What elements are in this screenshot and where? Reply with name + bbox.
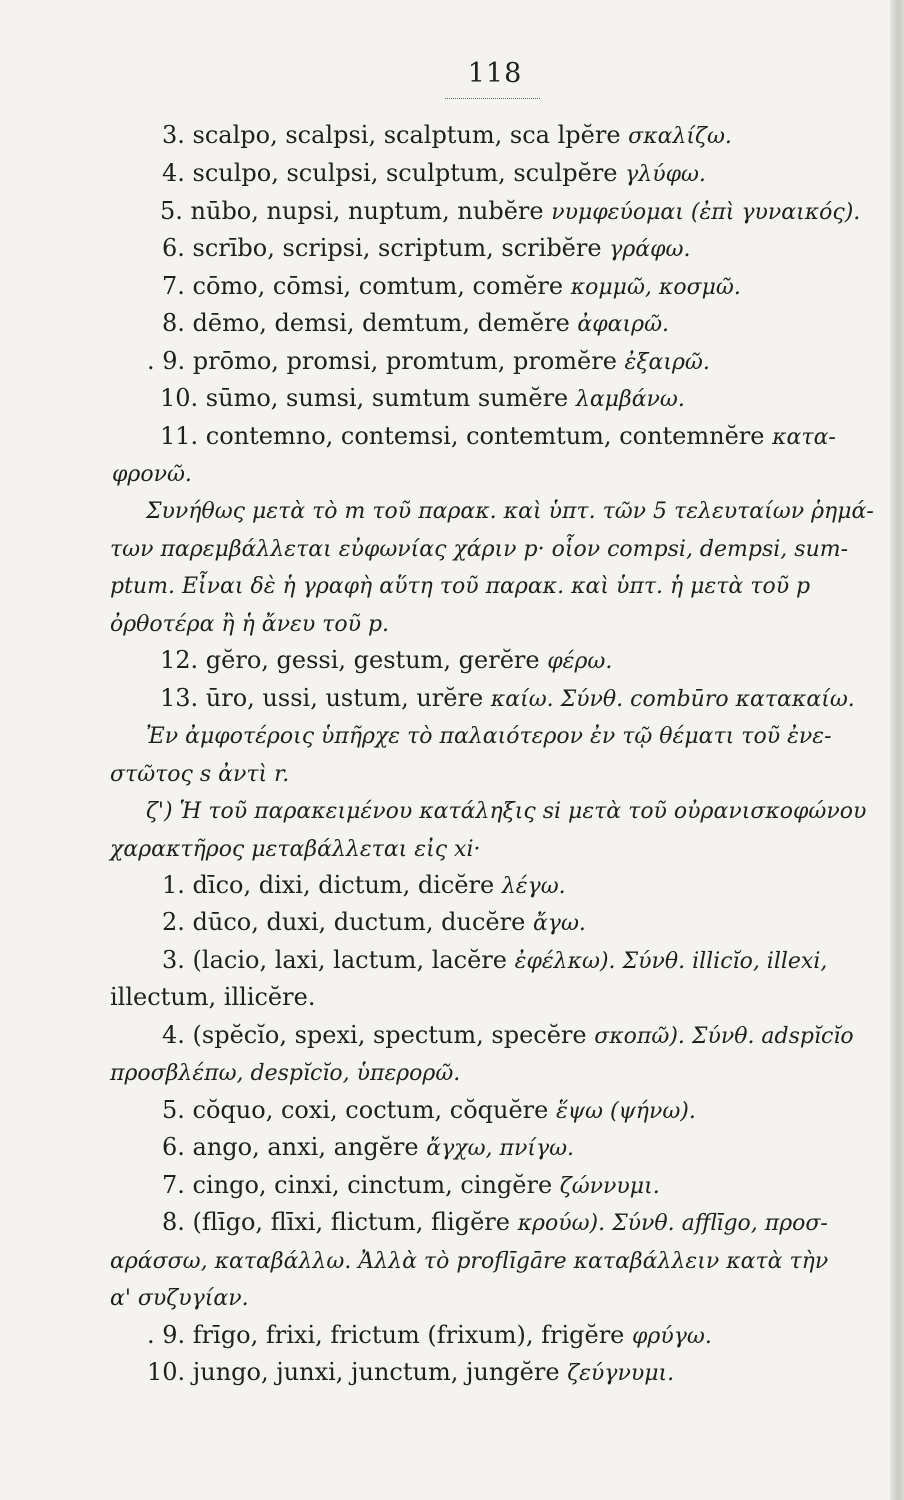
greek-text: ζ') Ἡ τοῦ παρακειμένου κατάληξις si μετὰ τοῦ οὐρανισκοφώνου (146, 799, 867, 824)
greek-text: φρύγω. (632, 1324, 712, 1349)
greek-text: ἄγω. (532, 911, 586, 936)
greek-text: κατα- (772, 425, 836, 450)
greek-text: γλύφω. (625, 162, 706, 187)
greek-text: ὀρθοτέρα ἢ ἡ ἄνευ τοῦ p. (110, 612, 390, 637)
greek-text: κομμῶ, κοσμῶ. (570, 275, 741, 300)
text-line (110, 533, 848, 565)
latin-text: 11. contemno, contemsi, contemtum, contemnĕre (160, 422, 773, 450)
latin-text: 7. cōmo, cōmsi, comtum, comĕre (162, 272, 571, 300)
text-line (162, 308, 669, 340)
greek-text: λαμβάνω. (575, 387, 685, 412)
text-line (147, 1357, 674, 1389)
latin-text: . 9. prōmo, promsi, promtum, promĕre (147, 347, 625, 375)
latin-text: 8. dēmo, demsi, demtum, demĕre (162, 309, 578, 337)
latin-text: 4. sculpo, sculpsi, sculptum, sculpĕre (162, 159, 626, 187)
latin-text: 4. (spĕcĭo, spexi, spectum, specĕre (162, 1021, 595, 1049)
greek-text: ἐξαιρῶ. (624, 350, 710, 375)
greek-text: ζώννυμι. (559, 1174, 660, 1199)
page-edge (890, 0, 904, 1500)
text-line (162, 158, 706, 190)
text-line (110, 833, 480, 865)
greek-text: χαρακτῆρος μεταβάλλεται εἰς xi· (110, 837, 481, 862)
text-line (110, 1245, 828, 1277)
text-line (162, 870, 566, 902)
text-line (162, 1132, 574, 1164)
text-line (146, 495, 874, 527)
text-line (160, 383, 685, 415)
greek-text: φέρω. (547, 649, 613, 674)
latin-text: 6. scrībo, scripsi, scriptum, scribĕre (162, 234, 610, 262)
latin-text: 1. dīco, dixi, dictum, dicĕre (162, 871, 502, 899)
latin-text: 6. ango, anxi, angĕre (162, 1133, 427, 1161)
greek-text: ptum. Εἶναι δὲ ἡ γραφὴ αὕτη τοῦ παρακ. καὶ ὑπτ. ἡ μετὰ τοῦ p (110, 574, 811, 599)
greek-text: φρονῶ. (112, 462, 192, 487)
latin-text: 7. cingo, cinxi, cinctum, cingĕre (162, 1171, 560, 1199)
greek-text: προσβλέπω, despĭcĭo, ὑπερορῶ. (110, 1061, 461, 1086)
greek-text: κρούω). Σύνθ. afflīgo, προσ- (517, 1211, 828, 1236)
latin-text: 5. nūbo, nupsi, nuptum, nubĕre (160, 197, 552, 225)
text-line (162, 233, 690, 265)
text-line (160, 645, 612, 677)
greek-text: αράσσω, καταβάλλω. Ἀλλὰ τὸ proflīgāre καταβάλλειν κατὰ τὴν (110, 1249, 829, 1274)
latin-text: illectum, illicĕre. (110, 983, 316, 1011)
text-line (160, 683, 855, 715)
latin-text: 8. (flīgo, flīxi, flictum, fligĕre (162, 1208, 518, 1236)
greek-text: νυμφεύομαι (ἐπὶ γυναικός). (551, 200, 861, 225)
latin-text: . 9. frīgo, frixi, frictum (frixum), frigĕre (147, 1321, 633, 1349)
text-line (112, 458, 192, 490)
latin-text: 10. jungo, junxi, junctum, jungĕre (147, 1358, 568, 1386)
greek-text: ἕψω (ψήνω). (555, 1099, 696, 1124)
greek-text: σκοπῶ). Σύνθ. adspĭcĭo (594, 1024, 854, 1049)
greek-text: Ἐν ἀμφοτέροις ὑπῆρχε τὸ παλαιότερον ἐν τῷ θέματι τοῦ ἐνε- (146, 724, 832, 749)
latin-text: 5. cŏquo, coxi, coctum, cŏquĕre (162, 1096, 556, 1124)
text-line (162, 907, 586, 939)
greek-text: ζεύγνυμι. (567, 1361, 675, 1386)
latin-text: 3. (lacio, laxi, lactum, lacĕre (162, 946, 515, 974)
text-line (146, 720, 832, 752)
page-number: 118 (467, 58, 523, 89)
greek-text: α' συζυγίαν. (110, 1286, 249, 1311)
greek-text: ἄγχω, πνίγω. (426, 1136, 575, 1161)
latin-text: 2. dūco, duxi, ductum, ducĕre (162, 908, 533, 936)
greek-text: γράφω. (609, 237, 691, 262)
greek-text: λέγω. (501, 874, 566, 899)
greek-text: ἀφαιρῶ. (577, 312, 670, 337)
text-line (162, 1170, 660, 1202)
text-line (162, 1207, 828, 1239)
page-number-rule (445, 98, 540, 99)
greek-text: καίω. Σύνθ. combūro κατακαίω. (490, 687, 855, 712)
latin-text: 10. sūmo, sumsi, sumtum sumĕre (160, 384, 576, 412)
text-line (160, 196, 860, 228)
text-line (110, 758, 289, 790)
text-line (162, 1020, 854, 1052)
text-line (110, 1282, 249, 1314)
text-line (110, 570, 810, 602)
greek-text: σκαλίζω. (628, 124, 732, 149)
text-line (147, 1320, 712, 1352)
text-line (162, 945, 827, 977)
greek-text: στῶτος s ἀντὶ r. (110, 762, 290, 787)
text-line (162, 271, 741, 303)
latin-text: 13. ūro, ussi, ustum, urĕre (160, 684, 491, 712)
latin-text: 3. scalpo, scalpsi, scalptum, sca lpĕre (162, 121, 629, 149)
greek-text: των παρεμβάλλεται εὐφωνίας χάριν p· οἷον compsi, dempsi, sum- (110, 537, 849, 562)
text-line (146, 795, 866, 827)
text-line (162, 120, 732, 152)
text-line (110, 982, 315, 1012)
greek-text: ἐφέλκω). Σύνθ. illicĭo, illexi, (514, 949, 828, 974)
greek-text: Συνήθως μετὰ τὸ m τοῦ παρακ. καὶ ὑπτ. τῶν 5 τελευταίων ῥημά- (146, 499, 874, 524)
text-line (160, 421, 836, 453)
text-line (147, 346, 710, 378)
text-line (110, 1057, 460, 1089)
text-line (110, 608, 389, 640)
text-line (162, 1095, 696, 1127)
latin-text: 12. gĕro, gessi, gestum, gerĕre (160, 646, 548, 674)
